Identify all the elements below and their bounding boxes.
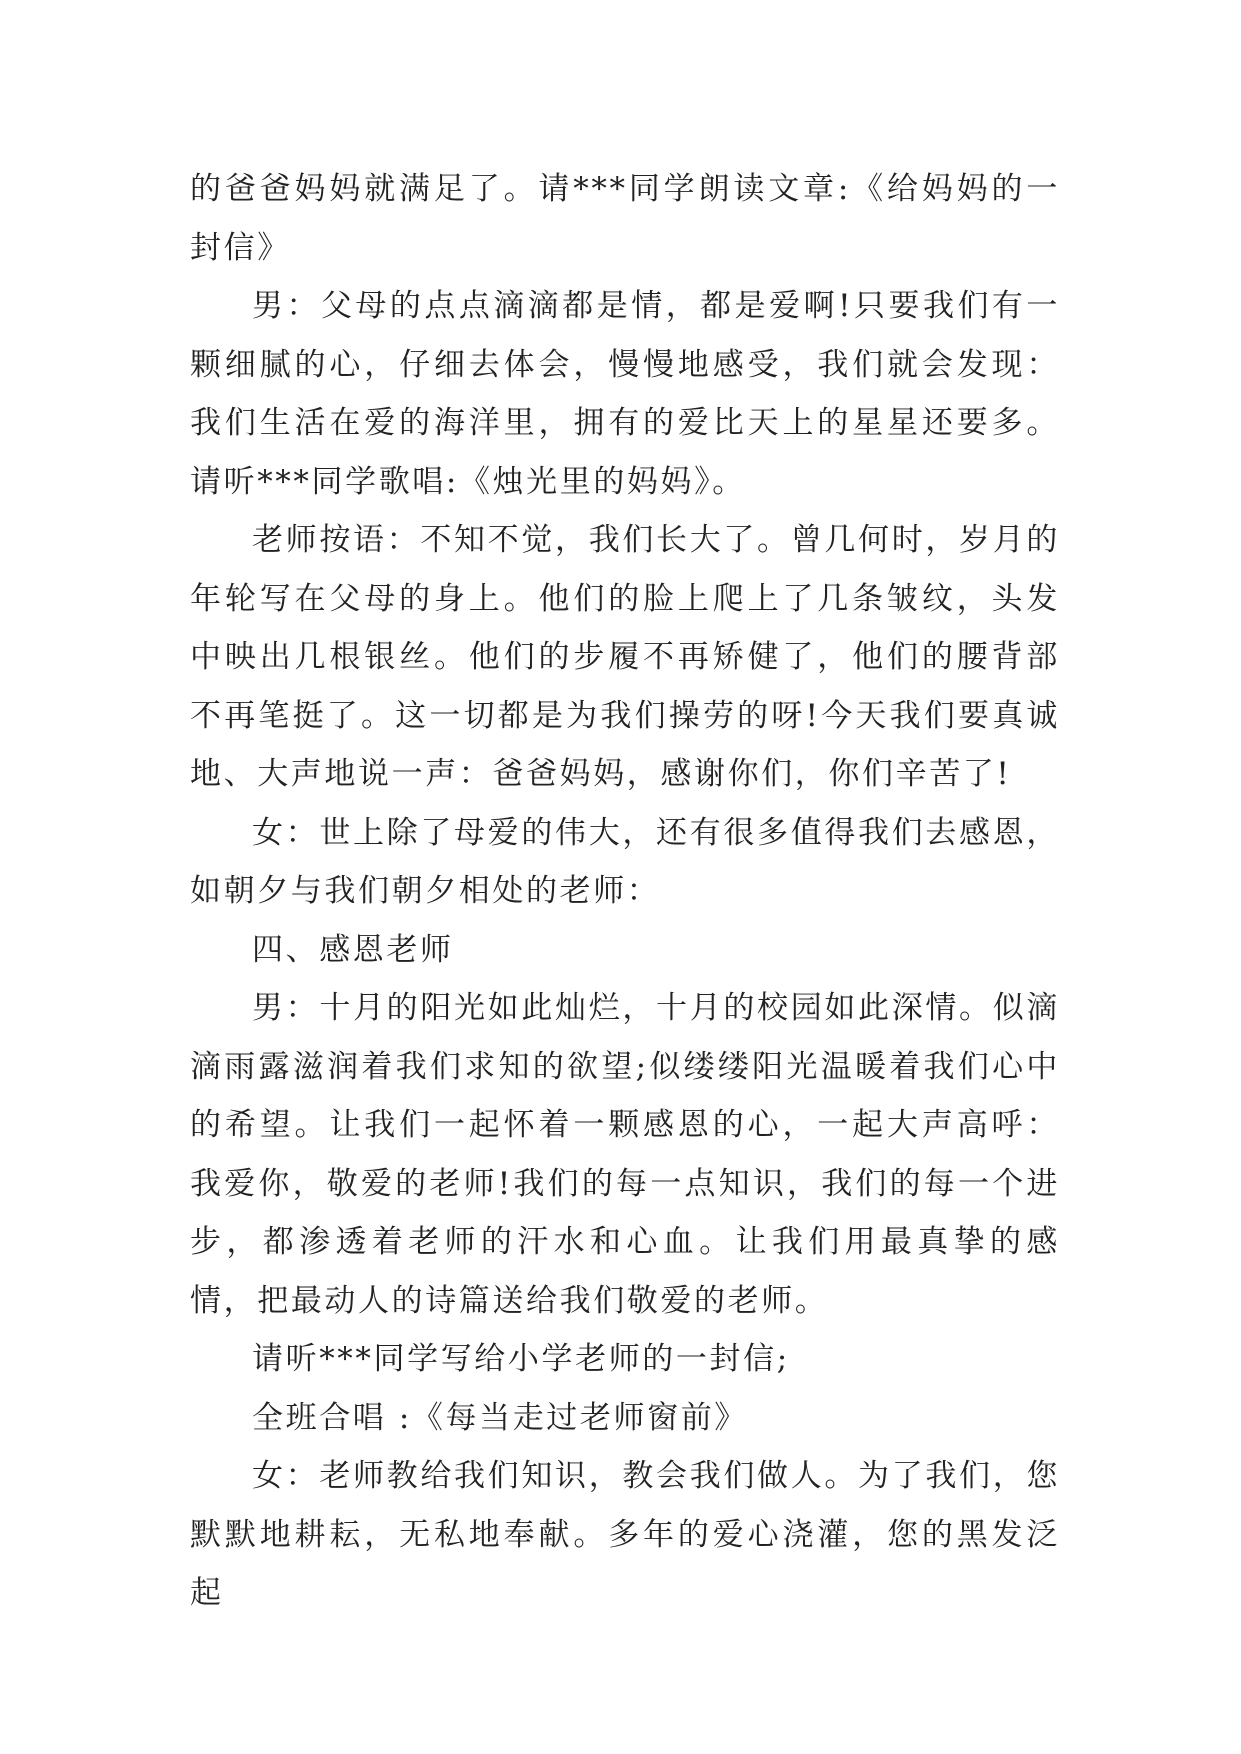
paragraph-3: 老师按语：不知不觉，我们长大了。曾几何时，岁月的年轮写在父母的身上。他们的脸上爬上了几条皱纹，头发中映出几根银丝。他们的步履不再矫健了，他们的腰背部不再笔挺了。这一切都是为我们操劳的呀!今天我们要真诚地、大声地说一声：爸爸妈妈，感谢你们，你们辛苦了! (190, 522, 1060, 792)
document-page (190, 160, 1060, 1623)
paragraph-5: 男：十月的阳光如此灿烂，十月的校园如此深情。似滴滴雨露滋润着我们求知的欲望;似缕缕阳光温暖着我们心中的希望。让我们一起怀着一颗感恩的心，一起大声高呼：我爱你，敬爱的老师!我们的每一点知识，我们的每一个进步，都渗透着老师的汗水和心血。让我们用最真挚的感情，把最动人的诗篇送给我们敬爱的老师。 (190, 990, 1060, 1319)
paragraph-7: 全班合唱 :《每当走过老师窗前》 (252, 1399, 748, 1436)
paragraph-4: 女：世上除了母爱的伟大，还有很多值得我们去感恩，如朝夕与我们朝夕相处的老师： (190, 814, 1060, 909)
section-heading: 四、感恩老师 (252, 931, 454, 968)
paragraph-8: 女：老师教给我们知识，教会我们做人。为了我们，您默默地耕耘，无私地奉献。多年的爱心浇灌，您的黑发泛起 (190, 1458, 1060, 1611)
paragraph-2: 男：父母的点点滴滴都是情，都是爱啊!只要我们有一颗细腻的心，仔细去体会，慢慢地感受，我们就会发现：我们生活在爱的海洋里，拥有的爱比天上的星星还要多。 请听***同学歌唱:《烛光里的妈妈》。 (190, 288, 1060, 500)
paragraph-6: 请听***同学写给小学老师的一封信; (252, 1341, 790, 1377)
paragraph-1: 的爸爸妈妈就满足了。请***同学朗读文章:《给妈妈的一封信》 (190, 171, 1060, 266)
